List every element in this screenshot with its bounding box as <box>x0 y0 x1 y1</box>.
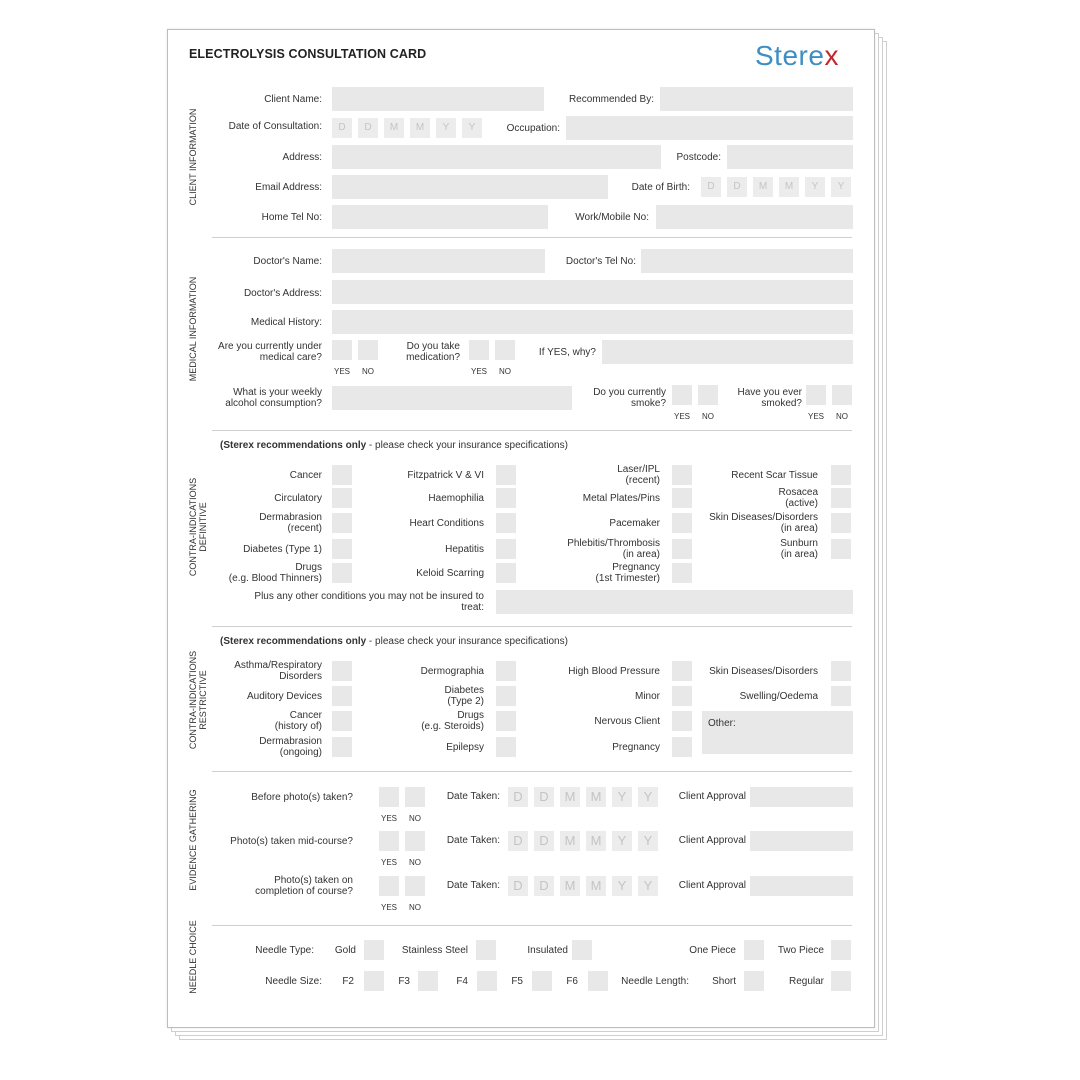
definitive-1-3-label-line2: (recent) <box>287 523 322 534</box>
evidence-row-1-date-cell-5[interactable]: Y <box>612 787 632 807</box>
restrictive-4-2-checkbox[interactable] <box>831 686 851 706</box>
restrictive-2-1-label: Dermographia <box>420 665 484 677</box>
occupation-field[interactable] <box>566 116 853 140</box>
section-evidence-label-line1: EVIDENCE GATHERING <box>188 789 198 891</box>
evidence-row-3-date-cell-4[interactable]: M <box>586 876 606 896</box>
medical-care-yes-checkbox[interactable] <box>332 340 352 360</box>
smoked-label-line1: Have you ever <box>737 387 802 398</box>
needle-length-1-checkbox[interactable] <box>744 971 764 991</box>
consultation-date-cell-1[interactable]: D <box>332 118 352 138</box>
restrictive-3-2-label: Minor <box>634 690 660 702</box>
definitive-4-2-label-line1: Rosacea <box>778 487 818 498</box>
restrictive-1-2-label: Auditory Devices <box>246 690 322 702</box>
smoked-no-checkbox[interactable] <box>832 385 852 405</box>
definitive-3-1-label-line1: Laser/IPL <box>617 464 660 475</box>
divider-evidence <box>212 925 852 926</box>
definitive-3-2-label: Metal Plates/Pins <box>582 492 660 504</box>
needle-size-2-label: F3 <box>398 976 410 987</box>
postcode-field[interactable] <box>727 145 853 169</box>
occupation-label: Occupation: <box>506 123 560 134</box>
definitive-4-3-label-line1: Skin Diseases/Disorders <box>709 512 818 523</box>
restrictive-3-1-label: High Blood Pressure <box>568 665 660 677</box>
evidence-row-1-approval-field[interactable] <box>750 787 853 807</box>
if-yes-why-label: If YES, why? <box>538 347 596 358</box>
medical-care-label-line2: medical care? <box>259 352 322 363</box>
evidence-row-2-date-cell-4[interactable]: M <box>586 831 606 851</box>
doctor-tel-field[interactable] <box>641 249 853 273</box>
definitive-1-3-checkbox[interactable] <box>332 513 352 533</box>
dob-cell-6[interactable]: Y <box>831 177 851 197</box>
sterex-logo: Sterex <box>755 40 839 71</box>
section-needle-label-line1: NEEDLE CHOICE <box>188 920 198 994</box>
evidence-row-1-no-checkbox[interactable] <box>405 787 425 807</box>
needle-size-2-checkbox[interactable] <box>418 971 438 991</box>
smoke-no-label: NO <box>702 412 714 421</box>
restrictive-1-1-label-line1: Asthma/Respiratory <box>234 660 322 671</box>
needle-type-4-checkbox[interactable] <box>744 940 764 960</box>
definitive-1-1-checkbox[interactable] <box>332 465 352 485</box>
restrictive-1-4-label-line2: (ongoing) <box>279 747 322 758</box>
section-restrictive-label-line2: RESTRICTIVE <box>198 670 208 730</box>
evidence-row-1-date-label: Date Taken: <box>446 791 500 802</box>
evidence-row-3-date-cell-3[interactable]: M <box>560 876 580 896</box>
medical-history-label: Medical History: <box>250 317 322 328</box>
definitive-2-2-label: Haemophilia <box>428 492 484 504</box>
definitive-4-1-label: Recent Scar Tissue <box>731 469 818 481</box>
evidence-row-1-date-cell-4[interactable]: M <box>586 787 606 807</box>
alcohol-field[interactable] <box>332 386 572 410</box>
evidence-row-2-date-cell-1[interactable]: D <box>508 831 528 851</box>
medication-yes-label: YES <box>470 367 487 376</box>
needle-type-5-checkbox[interactable] <box>831 940 851 960</box>
other-conditions-label-line1: Plus any other conditions you may not be insured to <box>254 591 484 602</box>
medical-care-no-label: NO <box>362 367 374 376</box>
definitive-2-4-checkbox[interactable] <box>496 539 516 559</box>
consultation-date-label: Date of Consultation: <box>228 121 322 132</box>
other-conditions-label-line2: treat: <box>461 602 484 613</box>
consultation-date-cell-5[interactable]: Y <box>436 118 456 138</box>
work-tel-field[interactable] <box>656 205 853 229</box>
smoked-yes-checkbox[interactable] <box>806 385 826 405</box>
divider-restrictive <box>212 771 852 772</box>
work-tel-label: Work/Mobile No: <box>575 212 649 223</box>
consultation-date-cell-6[interactable]: Y <box>462 118 482 138</box>
restrictive-1-3-label-line2: (history of) <box>274 721 322 732</box>
restrictive-2-4-checkbox[interactable] <box>496 737 516 757</box>
home-tel-label: Home Tel No: <box>261 212 322 223</box>
restrictive-other-label: Other: <box>708 718 736 729</box>
doctor-name-field[interactable] <box>332 249 545 273</box>
evidence-row-1-date-cell-6[interactable]: Y <box>638 787 658 807</box>
evidence-row-2-no-label: NO <box>409 858 421 867</box>
medical-history-field[interactable] <box>332 310 853 334</box>
definitive-1-2-label: Circulatory <box>274 492 322 504</box>
definitive-3-1-label-line2: (recent) <box>625 475 660 486</box>
medication-label-line1: Do you take <box>406 341 460 352</box>
consultation-date-cell-2[interactable]: D <box>358 118 378 138</box>
dob-cell-4[interactable]: M <box>779 177 799 197</box>
if-yes-why-field[interactable] <box>602 340 853 364</box>
consultation-date-cell-3[interactable]: M <box>384 118 404 138</box>
evidence-row-1-date-cell-2[interactable]: D <box>534 787 554 807</box>
smoke-label-line1: Do you currently <box>593 387 666 398</box>
dob-cell-1[interactable]: D <box>701 177 721 197</box>
definitive-2-3-label: Heart Conditions <box>409 517 484 529</box>
definitive-3-5-checkbox[interactable] <box>672 563 692 583</box>
dob-cell-2[interactable]: D <box>727 177 747 197</box>
section-definitive-label-line1: CONTRA-INDICATIONS <box>188 477 198 577</box>
email-field[interactable] <box>332 175 608 199</box>
restrictive-1-3-checkbox[interactable] <box>332 711 352 731</box>
divider-client <box>212 237 852 238</box>
definitive-4-4-label-line2: (in area) <box>780 549 818 560</box>
definitive-1-2-checkbox[interactable] <box>332 488 352 508</box>
restrictive-2-3-checkbox[interactable] <box>496 711 516 731</box>
medication-yes-checkbox[interactable] <box>469 340 489 360</box>
definitive-1-5-label-line2: (e.g. Blood Thinners) <box>228 573 322 584</box>
dob-cell-5[interactable]: Y <box>805 177 825 197</box>
address-label: Address: <box>282 152 322 163</box>
note-bold: (Sterex recommendations only <box>220 636 367 647</box>
section-client-label-line1: CLIENT INFORMATION <box>188 108 198 206</box>
note-bold: (Sterex recommendations only <box>220 440 367 451</box>
restrictive-1-1-label-line2: Disorders <box>279 671 322 682</box>
client-name-label: Client Name: <box>264 94 322 105</box>
needle-type-2-label: Stainless Steel <box>401 945 468 956</box>
needle-type-1-label: Gold <box>334 945 356 956</box>
restrictive-2-2-label-line1: Diabetes <box>444 685 484 696</box>
definitive-2-5-checkbox[interactable] <box>496 563 516 583</box>
medication-no-label: NO <box>499 367 511 376</box>
note-rest: - please check your insurance specifications) <box>366 636 568 647</box>
needle-type-1-checkbox[interactable] <box>364 940 384 960</box>
definitive-1-3-label-line1: Dermabrasion <box>259 512 322 523</box>
restrictive-1-1-checkbox[interactable] <box>332 661 352 681</box>
evidence-row-3-date-cell-2[interactable]: D <box>534 876 554 896</box>
definitive-2-1-checkbox[interactable] <box>496 465 516 485</box>
smoke-yes-checkbox[interactable] <box>672 385 692 405</box>
evidence-row-2-yes-checkbox[interactable] <box>379 831 399 851</box>
email-label: Email Address: <box>255 182 322 193</box>
definitive-3-4-label-line1: Phlebitis/Thrombosis <box>567 538 660 549</box>
dob-label: Date of Birth: <box>631 182 690 193</box>
evidence-row-3-no-checkbox[interactable] <box>405 876 425 896</box>
recommended-by-field[interactable] <box>660 87 853 111</box>
definitive-1-5-checkbox[interactable] <box>332 563 352 583</box>
restrictive-1-4-checkbox[interactable] <box>332 737 352 757</box>
needle-type-3-label: Insulated <box>527 945 568 956</box>
section-medical-label-line1: MEDICAL INFORMATION <box>188 276 198 382</box>
evidence-row-2-approval-field[interactable] <box>750 831 853 851</box>
needle-size-4-checkbox[interactable] <box>532 971 552 991</box>
definitive-4-2-label-line2: (active) <box>785 498 818 509</box>
restrictive-2-1-checkbox[interactable] <box>496 661 516 681</box>
needle-type-5-label: Two Piece <box>777 945 824 956</box>
evidence-row-1-date-cell-3[interactable]: M <box>560 787 580 807</box>
restrictive-1-3-label-line1: Cancer <box>289 710 322 721</box>
needle-type-2-checkbox[interactable] <box>476 940 496 960</box>
section-restrictive-label-line1: CONTRA-INDICATIONS <box>188 650 198 750</box>
divider-medical <box>212 430 852 431</box>
evidence-row-1-date-cell-1[interactable]: D <box>508 787 528 807</box>
evidence-row-1-label: Before photo(s) taken? <box>251 791 353 803</box>
evidence-row-2-date-cell-3[interactable]: M <box>560 831 580 851</box>
evidence-row-3-approval-label: Client Approval <box>678 880 746 891</box>
restrictive-3-4-checkbox[interactable] <box>672 737 692 757</box>
definitive-2-2-checkbox[interactable] <box>496 488 516 508</box>
needle-size-5-label: F6 <box>566 976 578 987</box>
restrictive-3-3-checkbox[interactable] <box>672 711 692 731</box>
needle-size-1-label: F2 <box>342 976 354 987</box>
needle-size-4-label: F5 <box>511 976 523 987</box>
definitive-2-3-checkbox[interactable] <box>496 513 516 533</box>
needle-size-label: Needle Size: <box>265 976 322 987</box>
smoked-no-label: NO <box>836 412 848 421</box>
doctor-tel-label: Doctor's Tel No: <box>565 256 636 267</box>
restrictive-2-4-label: Epilepsy <box>446 741 484 753</box>
needle-length-label: Needle Length: <box>621 976 689 987</box>
smoked-label-line2: smoked? <box>761 398 802 409</box>
needle-type-label: Needle Type: <box>255 945 314 956</box>
needle-type-3-checkbox[interactable] <box>572 940 592 960</box>
definitive-1-5-label-line1: Drugs <box>295 562 322 573</box>
evidence-row-2-date-label: Date Taken: <box>446 835 500 846</box>
medical-care-label-line1: Are you currently under <box>218 341 322 352</box>
dob-cell-3[interactable]: M <box>753 177 773 197</box>
evidence-row-2-yes-label: YES <box>380 858 397 867</box>
restrictive-1-2-checkbox[interactable] <box>332 686 352 706</box>
definitive-3-4-label-line2: (in area) <box>622 549 660 560</box>
restrictive-2-2-checkbox[interactable] <box>496 686 516 706</box>
needle-size-3-checkbox[interactable] <box>477 971 497 991</box>
other-conditions-field[interactable] <box>496 590 853 614</box>
definitive-1-1-label: Cancer <box>289 469 322 481</box>
definitive-4-4-label-line1: Sunburn <box>780 538 818 549</box>
definitive-2-5-label: Keloid Scarring <box>416 567 484 579</box>
evidence-row-3-yes-checkbox[interactable] <box>379 876 399 896</box>
alcohol-label-line2: alcohol consumption? <box>225 398 322 409</box>
form-title: ELECTROLYSIS CONSULTATION CARD <box>189 47 427 61</box>
evidence-row-3-date-label: Date Taken: <box>446 880 500 891</box>
evidence-row-3-yes-label: YES <box>380 903 397 912</box>
needle-length-1-label: Short <box>712 976 736 987</box>
note-rest: - please check your insurance specifications) <box>366 440 568 451</box>
definitive-2-1-label: Fitzpatrick V & VI <box>407 469 484 481</box>
doctor-name-label: Doctor's Name: <box>253 256 322 267</box>
evidence-row-1-yes-label: YES <box>380 814 397 823</box>
restrictive-3-3-label: Nervous Client <box>594 715 660 727</box>
definitive-4-3-checkbox[interactable] <box>831 513 851 533</box>
evidence-row-3-date-cell-6[interactable]: Y <box>638 876 658 896</box>
evidence-row-3-date-cell-1[interactable]: D <box>508 876 528 896</box>
doctor-address-field[interactable] <box>332 280 853 304</box>
evidence-row-3-label-line2: completion of course? <box>255 886 353 897</box>
medication-label-line2: medication? <box>406 352 460 363</box>
restrictive-4-1-checkbox[interactable] <box>831 661 851 681</box>
evidence-row-2-label: Photo(s) taken mid-course? <box>230 835 353 847</box>
evidence-row-3-label-line1: Photo(s) taken on <box>274 875 353 886</box>
evidence-row-2-date-cell-2[interactable]: D <box>534 831 554 851</box>
smoke-label-line2: smoke? <box>630 398 666 409</box>
definitive-1-4-label: Diabetes (Type 1) <box>243 543 322 555</box>
definitive-2-4-label: Hepatitis <box>445 543 484 555</box>
definitive-note <box>220 440 568 451</box>
restrictive-2-3-label-line2: (e.g. Steroids) <box>421 721 484 732</box>
restrictive-2-2-label-line2: (Type 2) <box>447 696 484 707</box>
definitive-1-4-checkbox[interactable] <box>332 539 352 559</box>
restrictive-note <box>220 636 568 647</box>
restrictive-2-3-label-line1: Drugs <box>457 710 484 721</box>
restrictive-1-4-label-line1: Dermabrasion <box>259 736 322 747</box>
home-tel-field[interactable] <box>332 205 548 229</box>
alcohol-label-line1: What is your weekly <box>233 387 322 398</box>
definitive-3-3-label: Pacemaker <box>609 517 660 529</box>
restrictive-4-2-label: Swelling/Oedema <box>739 690 818 702</box>
evidence-row-1-yes-checkbox[interactable] <box>379 787 399 807</box>
evidence-row-2-no-checkbox[interactable] <box>405 831 425 851</box>
medical-care-yes-label: YES <box>333 367 350 376</box>
evidence-row-2-date-cell-6[interactable]: Y <box>638 831 658 851</box>
evidence-row-3-approval-field[interactable] <box>750 876 853 896</box>
evidence-row-2-date-cell-5[interactable]: Y <box>612 831 632 851</box>
evidence-row-1-no-label: NO <box>409 814 421 823</box>
smoke-yes-label: YES <box>673 412 690 421</box>
needle-size-1-checkbox[interactable] <box>364 971 384 991</box>
section-client-label <box>188 67 198 247</box>
smoked-yes-label: YES <box>807 412 824 421</box>
definitive-4-1-checkbox[interactable] <box>831 465 851 485</box>
definitive-4-4-checkbox[interactable] <box>831 539 851 559</box>
needle-length-2-checkbox[interactable] <box>831 971 851 991</box>
evidence-row-2-approval-label: Client Approval <box>678 835 746 846</box>
restrictive-4-1-label: Skin Diseases/Disorders <box>709 665 818 677</box>
definitive-3-5-label-line2: (1st Trimester) <box>595 573 660 584</box>
restrictive-3-4-label: Pregnancy <box>612 741 660 753</box>
evidence-row-3-date-cell-5[interactable]: Y <box>612 876 632 896</box>
section-needle-label <box>188 867 198 1047</box>
definitive-4-2-checkbox[interactable] <box>831 488 851 508</box>
doctor-address-label: Doctor's Address: <box>243 288 322 299</box>
section-definitive-label-line2: DEFINITIVE <box>198 502 208 552</box>
consultation-card <box>167 29 875 1028</box>
consultation-date-cell-4[interactable]: M <box>410 118 430 138</box>
evidence-row-1-approval-label: Client Approval <box>678 791 746 802</box>
evidence-row-3-no-label: NO <box>409 903 421 912</box>
needle-length-2-label: Regular <box>788 976 824 987</box>
needle-size-3-label: F4 <box>456 976 468 987</box>
postcode-label: Postcode: <box>676 152 721 163</box>
definitive-4-3-label-line2: (in area) <box>780 523 818 534</box>
definitive-3-5-label-line1: Pregnancy <box>612 562 660 573</box>
needle-type-4-label: One Piece <box>689 945 736 956</box>
client-name-field[interactable] <box>332 87 544 111</box>
divider-definitive <box>212 626 852 627</box>
recommended-by-label: Recommended By: <box>568 94 654 105</box>
